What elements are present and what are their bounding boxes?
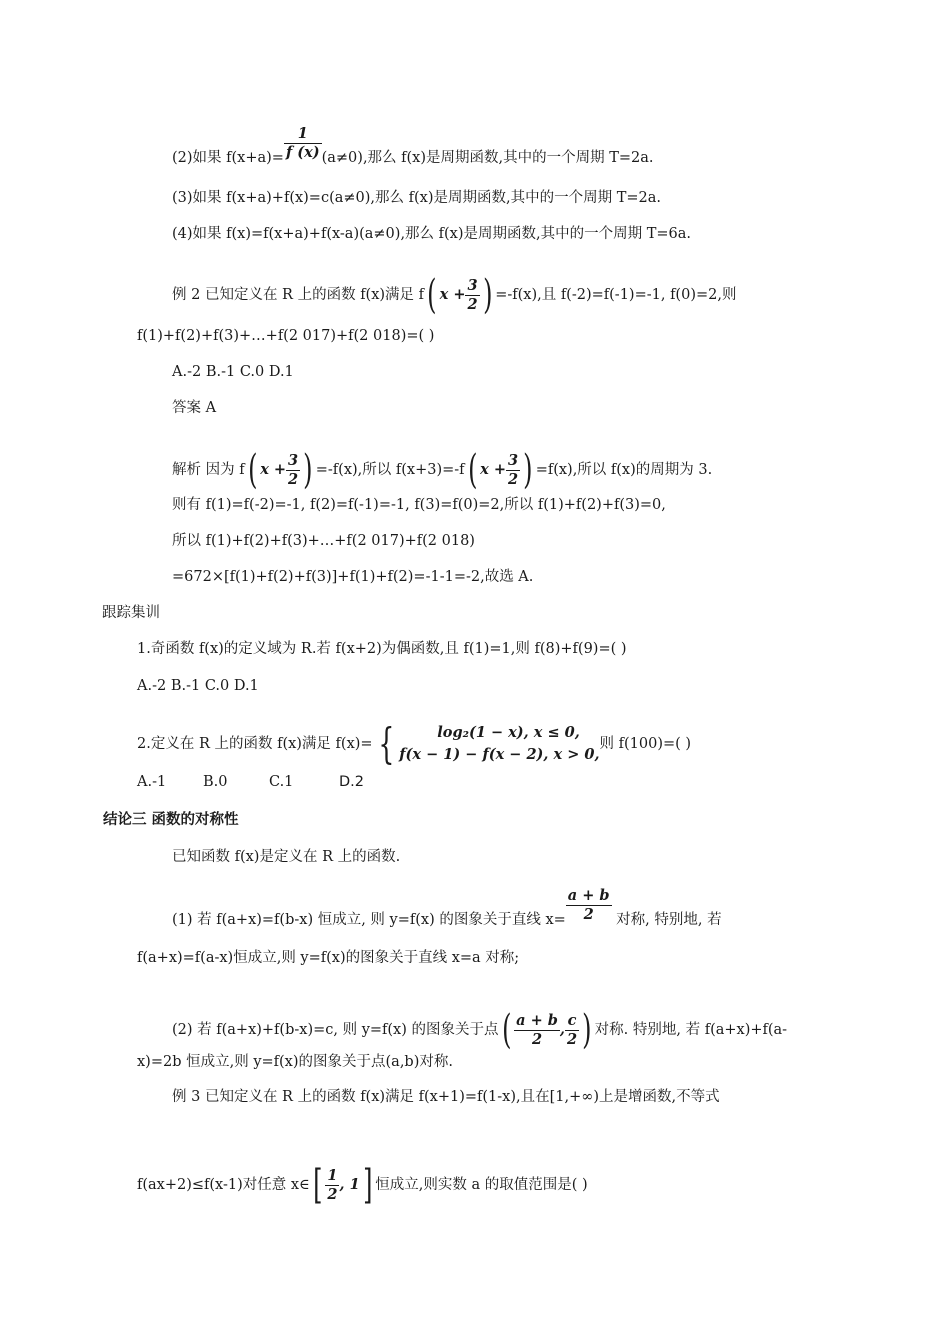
comma: , bbox=[559, 1021, 565, 1038]
example-3-line-2 bbox=[137, 1162, 588, 1208]
fraction-numerator: 3 bbox=[288, 451, 299, 469]
section-title-tracking: 跟踪集训 bbox=[102, 605, 160, 621]
option-b: B.0 bbox=[203, 774, 228, 790]
conclusion-item-4: (4)如果 f(x)=f(x+a)+f(x-a)(a≠0),那么 f(x)是周期函数,其中的一个周期 T=6a. bbox=[172, 226, 692, 242]
question-2-prefix: 2.定义在 R 上的函数 f(x)满足 f(x)= bbox=[137, 736, 373, 752]
left-bracket: [ bbox=[312, 1162, 323, 1208]
fraction-numerator: c bbox=[567, 1011, 577, 1029]
conclusion-3-part-2-line-2: x)=2b 恒成立,则 y=f(x)的图象关于点(a,b)对称. bbox=[137, 1054, 453, 1070]
left-paren: ( bbox=[427, 272, 437, 318]
example-2-prefix: 例 2 已知定义在 R 上的函数 f(x)满足 f bbox=[172, 287, 425, 303]
solution-line-1 bbox=[172, 447, 713, 493]
item-2-fraction bbox=[284, 125, 322, 162]
solution-line-2: 则有 f(1)=f(-2)=-1, f(2)=f(-1)=-1, f(3)=f(0)=2,所以 f(1)+f(2)+f(3)=0, bbox=[172, 497, 666, 513]
math-fraction bbox=[286, 452, 300, 489]
left-paren: ( bbox=[467, 447, 478, 493]
part-1-suffix: 对称, 特别地, 若 bbox=[611, 912, 722, 928]
conclusion-item-3: (3)如果 f(x+a)+f(x)=c(a≠0),那么 f(x)是周期函数,其中的一个周期 T=2a. bbox=[172, 190, 662, 206]
question-1: 1.奇函数 f(x)的定义域为 R.若 f(x+2)为偶函数,且 f(1)=1,则 f(8)+f(9)=( ) bbox=[137, 641, 627, 657]
question-2-options bbox=[137, 772, 364, 792]
solution-middle: =-f(x),所以 f(x+3)=-f bbox=[315, 462, 465, 478]
conclusion-3-heading: 结论三 函数的对称性 bbox=[103, 812, 239, 828]
math-fraction bbox=[325, 1167, 339, 1204]
example-2-suffix: =-f(x),且 f(-2)=f(-1)=-1, f(0)=2,则 bbox=[495, 287, 737, 303]
example-2-sum: f(1)+f(2)+f(3)+…+f(2 017)+f(2 018)=( ) bbox=[137, 328, 435, 344]
solution-line-4: =672×[f(1)+f(2)+f(3)]+f(1)+f(2)=-1-1=-2,故选 A. bbox=[172, 569, 534, 585]
conclusion-3-intro: 已知函数 f(x)是定义在 R 上的函数. bbox=[172, 849, 401, 865]
fraction-numerator: 1 bbox=[327, 1166, 338, 1184]
question-2-suffix: 则 f(100)=( ) bbox=[599, 736, 692, 752]
item-2-prefix: (2)如果 f(x+a)= bbox=[172, 150, 284, 166]
example-2-options: A.-2 B.-1 C.0 D.1 bbox=[172, 364, 294, 380]
example-2-statement bbox=[172, 272, 737, 318]
interval-end: , 1 bbox=[339, 1176, 360, 1193]
piecewise-cases bbox=[399, 722, 599, 766]
part-2-suffix: 对称. 特别地, 若 f(a+x)+f(a- bbox=[594, 1022, 788, 1038]
conclusion-3-part-2 bbox=[172, 1007, 788, 1053]
left-paren: ( bbox=[501, 1007, 512, 1053]
fraction-numerator: a + b bbox=[567, 886, 610, 904]
fraction-numerator: 1 bbox=[297, 124, 308, 142]
math-fraction bbox=[465, 277, 479, 314]
fraction-denominator: 2 bbox=[288, 470, 299, 488]
right-paren: ) bbox=[303, 447, 313, 493]
math-fraction bbox=[506, 452, 520, 489]
question-1-options: A.-2 B.-1 C.0 D.1 bbox=[137, 678, 259, 694]
solution-line-3: 所以 f(1)+f(2)+f(3)+…+f(2 017)+f(2 018) bbox=[172, 533, 475, 549]
solution-suffix: =f(x),所以 f(x)的周期为 3. bbox=[535, 462, 713, 478]
math-expression: x + bbox=[439, 286, 466, 303]
fraction-numerator: 3 bbox=[467, 276, 478, 294]
fraction-denominator: 2 bbox=[566, 1030, 578, 1048]
math-fraction bbox=[566, 887, 612, 924]
fraction-denominator: 2 bbox=[566, 905, 612, 924]
fraction-denominator: f (x) bbox=[285, 143, 320, 161]
conclusion-3-part-1 bbox=[172, 886, 722, 930]
case-1: log₂(1 − x), x ≤ 0, bbox=[437, 724, 580, 741]
conclusion-item-2 bbox=[172, 124, 654, 168]
right-paren: ) bbox=[582, 1007, 592, 1053]
conclusion-3-part-1-line-2: f(a+x)=f(a-x)恒成立,则 y=f(x)的图象关于直线 x=a 对称; bbox=[137, 950, 520, 966]
right-paren: ) bbox=[523, 447, 533, 493]
left-paren: ( bbox=[247, 447, 258, 493]
fraction-numerator: 3 bbox=[507, 451, 519, 469]
example-2-answer: 答案 A bbox=[172, 400, 217, 416]
right-bracket: ] bbox=[362, 1162, 373, 1208]
part-1-prefix: (1) 若 f(a+x)=f(b-x) 恒成立, 则 y=f(x) 的图象关于直线 x= bbox=[172, 912, 566, 928]
fraction-numerator: a + b bbox=[516, 1011, 558, 1029]
right-paren: ) bbox=[482, 272, 493, 318]
fraction-denominator: 2 bbox=[327, 1185, 338, 1203]
item-2-suffix: (a≠0),那么 f(x)是周期函数,其中的一个周期 T=2a. bbox=[321, 150, 654, 166]
case-2: f(x − 1) − f(x − 2), x > 0, bbox=[399, 746, 600, 763]
math-expression: x + bbox=[260, 461, 287, 478]
math-fraction bbox=[514, 1012, 560, 1049]
option-c: C.1 bbox=[269, 774, 294, 790]
fraction-denominator: 2 bbox=[507, 470, 519, 488]
part-2-prefix: (2) 若 f(a+x)+f(b-x)=c, 则 y=f(x) 的图象关于点 bbox=[172, 1022, 499, 1038]
example-3-line-1: 例 3 已知定义在 R 上的函数 f(x)满足 f(x+1)=f(1-x),且在[1,+∞)上是增函数,不等式 bbox=[172, 1089, 720, 1105]
math-fraction bbox=[565, 1012, 579, 1049]
math-expression: x + bbox=[480, 461, 506, 478]
question-2 bbox=[137, 719, 692, 768]
fraction-denominator: 2 bbox=[467, 295, 478, 313]
example-3-suffix: 恒成立,则实数 a 的取值范围是( ) bbox=[375, 1177, 588, 1193]
fraction-denominator: 2 bbox=[514, 1030, 560, 1049]
left-brace: { bbox=[377, 719, 394, 768]
example-3-prefix: f(ax+2)≤f(x-1)对任意 x∈ bbox=[137, 1177, 310, 1193]
option-a: A.-1 bbox=[137, 774, 167, 790]
solution-prefix: 解析 因为 f bbox=[172, 462, 245, 478]
option-d: D.2 bbox=[339, 774, 364, 790]
